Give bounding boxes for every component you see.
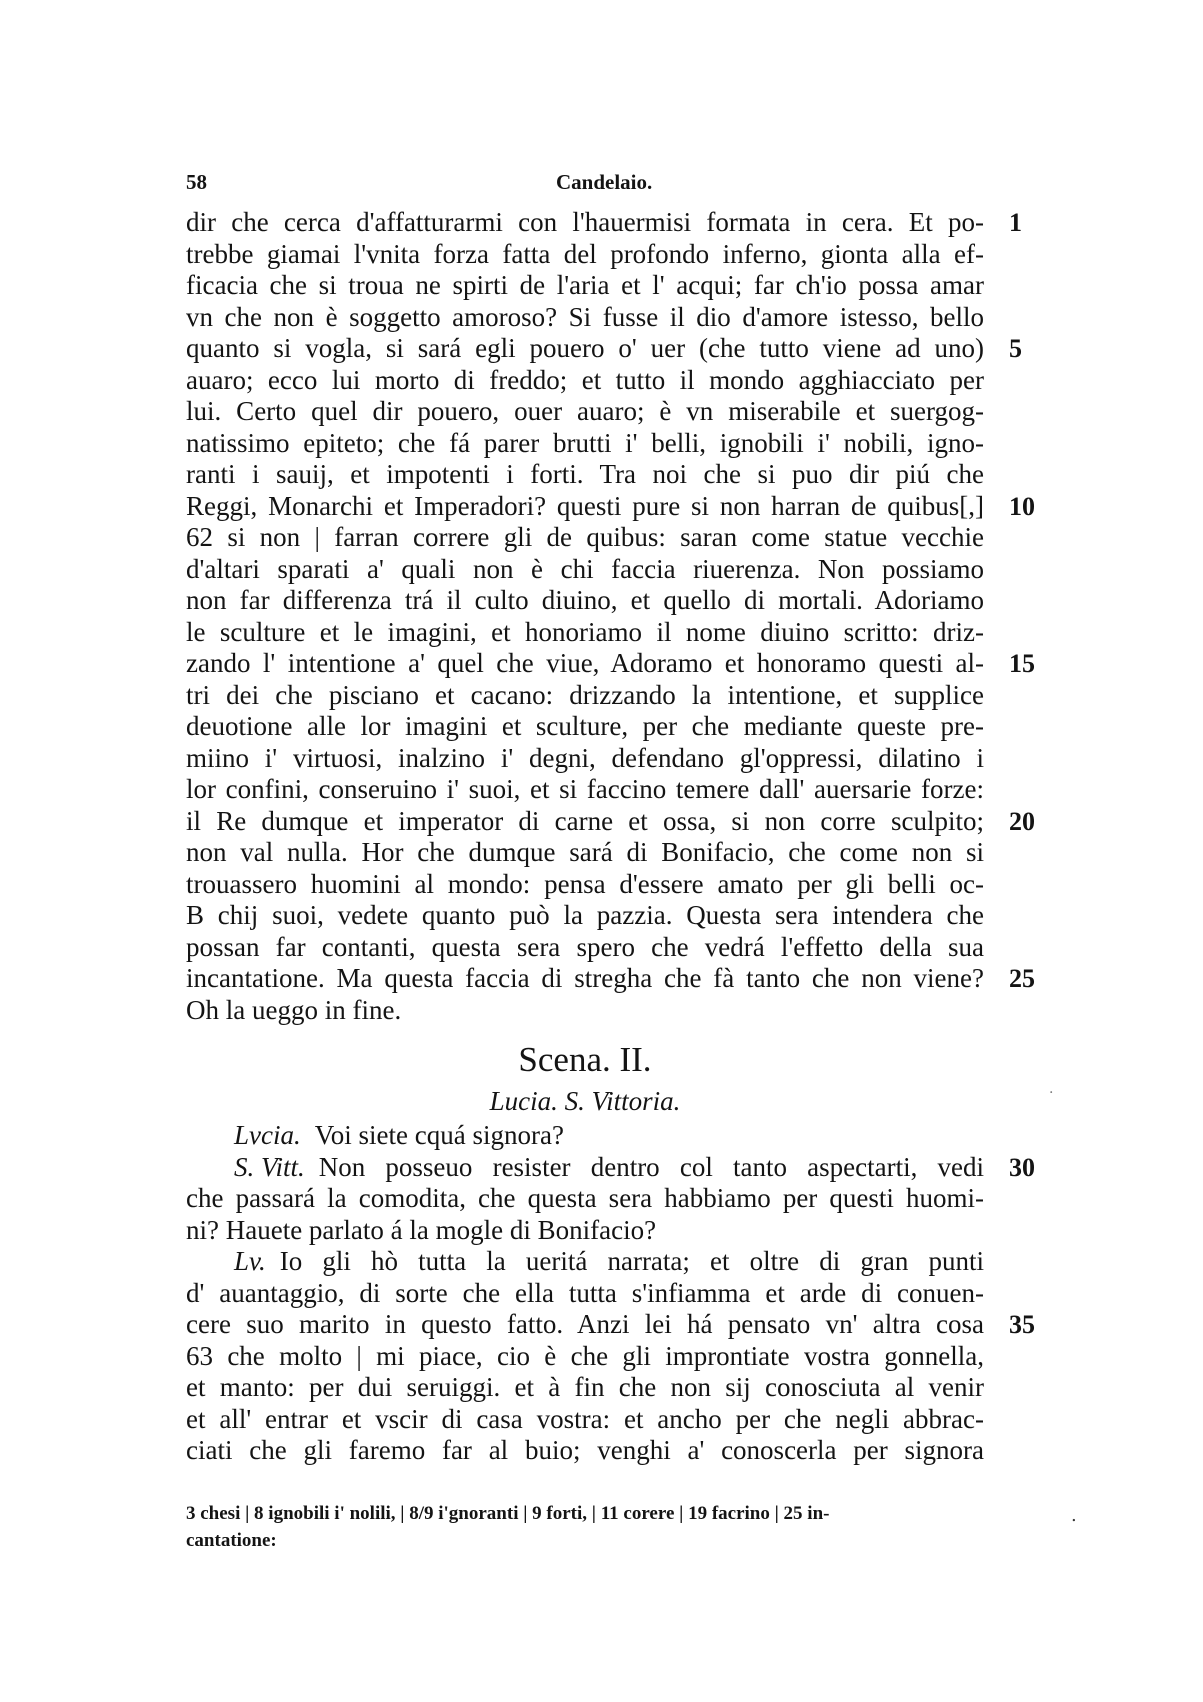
scene-persons: Lucia. S. Vittoria. [489, 1086, 681, 1116]
text-line-content: zando l' intentione a' quel che viue, Adoramo et honoramo questi al- [186, 648, 984, 678]
dialog-line [186, 1215, 984, 1247]
dialog-text: Io gli hò tutta la ueritá narrata; et oltre di gran punti [279, 1246, 984, 1276]
text-line-content: miino i' virtuosi, inalzino i' degni, defendano gl'oppressi, dilatino i [186, 742, 984, 773]
footnotes [186, 1500, 1046, 1554]
text-line [186, 805, 1035, 838]
text-line-content: natissimo epiteto; che fá parer brutti i' belli, ignobili i' nobili, igno- [186, 427, 984, 458]
text-line [186, 396, 984, 428]
dialog-line [186, 1278, 984, 1310]
footnote-line: 3 chesi | 8 ignobili i' nolili, | 8/9 i'gnoranti | 9 forti, | 11 corere | 19 facrino | 25 in- [186, 1503, 830, 1524]
text-line-content: trebbe giamai l'vnita forza fatta del profondo inferno, gionta alla ef- [186, 238, 984, 269]
dialog-line [186, 1151, 1035, 1184]
dialog-text: 63 che molto | mi piace, cio è che gli improntiate vostra gonnella, [186, 1340, 984, 1371]
text-line [186, 617, 984, 649]
text-line [186, 963, 1035, 995]
speaker-lucia-abbrev: Lv. [234, 1246, 266, 1276]
text-line-content: Reggi, Monarchi et Imperadori? questi pure si non harran de quibus[,] [186, 490, 984, 521]
dialog-line [186, 1183, 984, 1215]
dialog-line [186, 1404, 984, 1436]
dialog-text: ni? Hauete parlato á la mogle di Bonifacio? [186, 1214, 657, 1245]
main-text-block [186, 207, 1035, 1026]
text-line [186, 680, 984, 712]
dialog-block [186, 1120, 1035, 1467]
page-speck: · [1049, 1085, 1054, 1101]
text-line-content: ranti i sauij, et impotenti i forti. Tra noi che si puo dir piú che [186, 459, 984, 489]
text-line-content: ficacia che si troua ne spirti de l'aria et l' acqui; far ch'io possa amar [186, 270, 984, 300]
dialog-text: et all' entrar et vscir di casa vostra: et ancho per che negli abbrac- [186, 1403, 984, 1434]
text-line [186, 239, 984, 271]
dialog-text: che passará la comodita, che questa sera habbiamo per questi huomi- [186, 1183, 984, 1213]
text-line-content: incantatione. Ma questa faccia di stregha che fà tanto che non viene? [186, 963, 984, 993]
text-line-content: d'altari sparati a' quali non è chi faccia riuerenza. Non possiamo [186, 553, 984, 584]
text-line [186, 585, 984, 617]
dialog-text: d' auantaggio, di sorte che ella tutta s'infiamma et arde di conuen- [186, 1277, 984, 1308]
text-line-content: Oh la ueggo in fine. [186, 994, 402, 1025]
running-title: Candelaio. [556, 170, 653, 194]
text-line [186, 490, 1035, 523]
text-line-content: dir che cerca d'affatturarmi con l'hauermisi formata in cera. Et po- [186, 207, 984, 237]
text-line [186, 302, 984, 334]
text-line [186, 900, 984, 932]
dialog-line [186, 1120, 984, 1152]
speaker-lucia: Lvcia. [234, 1120, 301, 1150]
text-line-content: vn che non è soggetto amoroso? Si fusse il dio d'amore istesso, bello [186, 301, 984, 332]
text-line-content: quanto si vogla, si sará egli pouero o' uer (che tutto viene ad uno) [186, 333, 984, 363]
line-number: 35 [1009, 1310, 1035, 1339]
dialog-text: Voi siete cquá signora? [314, 1120, 564, 1150]
text-line-content: 62 si non | farran correre gli de quibus: saran come statue vecchie [186, 522, 984, 552]
dialog-text: ciati che gli faremo far al buio; venghi a' conoscerla per signora [186, 1435, 984, 1465]
text-line [186, 648, 1035, 680]
line-number: 30 [1009, 1152, 1035, 1182]
line-number: 15 [1009, 649, 1035, 678]
page-number: 58 [186, 170, 207, 194]
text-line [186, 837, 984, 869]
text-line-content: lor confini, conseruino i' suoi, et si faccino temere dall' auersarie forze: [186, 774, 984, 804]
text-line [186, 270, 984, 302]
text-line [186, 932, 984, 964]
text-line [186, 459, 984, 491]
page-header [186, 170, 986, 200]
text-line [186, 365, 984, 397]
footnote-line: cantatione: [186, 1530, 277, 1551]
line-number: 20 [1009, 806, 1035, 836]
text-line-content: possan far contanti, questa sera spero che vedrá l'effetto della sua [186, 931, 984, 962]
text-line [186, 743, 984, 775]
dialog-text: et manto: per dui seruiggi. et à fin che non sij conosciuta al venir [186, 1372, 984, 1402]
text-line [186, 554, 984, 586]
line-number: 1 [1009, 208, 1022, 237]
dialog-line [186, 1435, 984, 1467]
text-line-content: tri dei che pisciano et cacano: drizzando la intentione, et supplice [186, 679, 984, 710]
text-line [186, 995, 984, 1027]
text-line-content: non far differenza trá il culto diuino, et quello di mortali. Adoriamo [186, 585, 984, 615]
dialog-line [186, 1372, 984, 1404]
text-line [186, 333, 1022, 365]
text-line-content: lui. Certo quel dir pouero, ouer auaro; è vn miserabile et suergog- [186, 396, 984, 426]
dialog-text: cere suo marito in questo fatto. Anzi lei há pensato vn' altra cosa [186, 1309, 984, 1339]
scene-title: Scena. II. [518, 1040, 652, 1079]
text-line-content: il Re dumque et imperator di carne et ossa, si non corre sculpito; [186, 805, 984, 836]
text-line-content: auaro; ecco lui morto di freddo; et tutto il mondo agghiacciato per [186, 364, 984, 395]
text-line [186, 207, 1022, 239]
line-number: 25 [1009, 964, 1035, 993]
text-line-content: non val nulla. Hor che dumque sará di Bonifacio, che come non si [186, 837, 984, 867]
text-line [186, 711, 984, 743]
page-speck: . [1071, 1505, 1077, 1526]
text-line [186, 428, 984, 460]
text-line [186, 774, 984, 806]
text-line-content: trouassero huomini al mondo: pensa d'essere amato per gli belli oc- [186, 868, 984, 899]
line-number: 10 [1009, 491, 1035, 521]
text-line [186, 869, 984, 901]
text-line-content: B chij suoi, vedete quanto può la pazzia. Questa sera intendera che [186, 900, 984, 930]
speaker-vittoria: S. Vitt. [234, 1151, 305, 1182]
text-line-content: le sculture et le imagini, et honoriamo il nome diuino scritto: driz- [186, 616, 984, 647]
dialog-line [186, 1341, 984, 1373]
dialog-line [186, 1246, 984, 1278]
dialog-line [186, 1309, 1035, 1341]
line-number: 5 [1009, 334, 1022, 363]
text-line-content: deuotione alle lor imagini et sculture, per che mediante queste pre- [186, 711, 984, 741]
text-line [186, 522, 984, 554]
dialog-text: Non posseuo resister dentro col tanto aspectarti, vedi [318, 1151, 984, 1182]
